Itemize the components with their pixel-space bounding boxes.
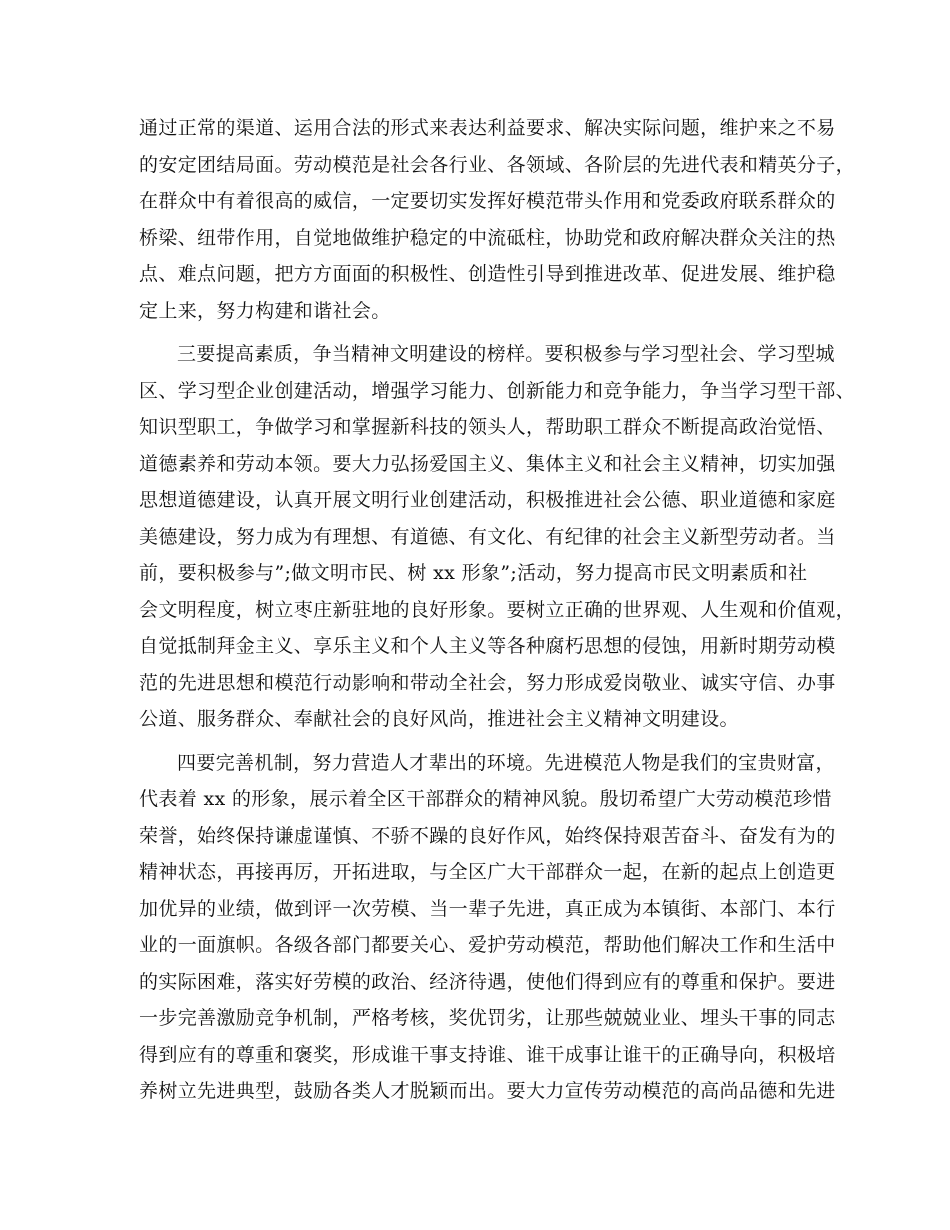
text-line: 的安定团结局面。劳动模范是社会各行业、各领域、各阶层的先进代表和精英分子， xyxy=(139,153,855,176)
text-line: 精神状态，再接再厉，开拓进取，与全区广大干部群众一起，在新的起点上创造更 xyxy=(139,861,836,883)
text-line: 业的一面旗帜。各级各部门都要关心、爱护劳动模范，帮助他们解决工作和生活中 xyxy=(139,934,836,956)
text-line: 前，要积极参与”;做文明市民、树 xx 形象”;活动，努力提高市民文明素质和社 xyxy=(139,562,808,584)
text-line: 加优异的业绩，做到评一次劳模、当一辈子先进，真正成为本镇街、本部门、本行 xyxy=(139,897,836,920)
text-line: 四要完善机制，努力营造人才辈出的环境。先进模范人物是我们的宝贵财富， xyxy=(177,751,835,774)
paragraph xyxy=(139,745,836,1110)
text-line: 会文明程度，树立枣庄新驻地的良好形象。要树立正确的世界观、人生观和价值观， xyxy=(139,598,855,621)
text-line: 公道、服务群众、奉献社会的良好风尚，推进社会主义精神文明建设。 xyxy=(139,708,739,730)
paragraph xyxy=(139,336,855,738)
text-line: 一步完善激励竞争机制，严格考核，奖优罚劣，让那些兢兢业业、埋头干事的同志 xyxy=(139,1007,836,1029)
paragraph-gap xyxy=(139,738,823,745)
text-line: 美德建设，努力成为有理想、有道德、有文化、有纪律的社会主义新型劳动者。当 xyxy=(139,525,836,548)
text-line: 通过正常的渠道、运用合法的形式来表达利益要求、解决实际问题，维护来之不易 xyxy=(139,117,836,139)
text-line: 养树立先进典型，鼓励各类人才脱颖而出。要大力宣传劳动模范的高尚品德和先进 xyxy=(139,1080,836,1102)
text-line: 在群众中有着很高的威信，一定要切实发挥好模范带头作用和党委政府联系群众的 xyxy=(139,190,836,212)
text-line: 自觉抵制拜金主义、享乐主义和个人主义等各种腐朽思想的侵蚀，用新时期劳动模 xyxy=(139,635,836,657)
text-line: 桥梁、纽带作用，自觉地做维护稳定的中流砥柱，协助党和政府解决群众关注的热 xyxy=(139,226,836,249)
text-line: 定上来，努力构建和谐社会。 xyxy=(139,299,391,322)
text-line: 的实际困难，落实好劳模的政治、经济待遇，使他们得到应有的尊重和保护。要进 xyxy=(139,970,836,993)
text-line: 道德素养和劳动本领。要大力弘扬爱国主义、集体主义和社会主义精神，切实加强 xyxy=(139,452,836,475)
text-line: 得到应有的尊重和褒奖，形成谁干事支持谁、谁干成事让谁干的正确导向，积极培 xyxy=(139,1043,836,1066)
text-line: 范的先进思想和模范行动影响和带动全社会，努力形成爱岗敬业、诚实守信、办事 xyxy=(139,671,836,694)
text-line: 荣誉，始终保持谦虚谨慎、不骄不躁的良好作风，始终保持艰苦奋斗、奋发有为的 xyxy=(139,824,836,847)
text-line: 点、难点问题，把方方面面的积极性、创造性引导到推进改革、促进发展、维护稳 xyxy=(139,263,836,285)
body-text xyxy=(139,110,855,1110)
text-line: 知识型职工，争做学习和掌握新科技的领头人，帮助职工群众不断提高政治觉悟、 xyxy=(139,416,836,438)
text-line: 三要提高素质，争当精神文明建设的榜样。要积极参与学习型社会、学习型城 xyxy=(177,343,835,365)
paragraph-gap xyxy=(139,329,823,336)
text-line: 代表着 xx 的形象，展示着全区干部群众的精神风貌。殷切希望广大劳动模范珍惜 xyxy=(139,788,832,810)
text-line: 区、学习型企业创建活动，增强学习能力、创新能力和竞争能力，争当学习型干部、 xyxy=(139,379,855,402)
paragraph xyxy=(139,110,855,329)
text-line: 思想道德建设，认真开展文明行业创建活动，积极推进社会公德、职业道德和家庭 xyxy=(139,489,836,511)
